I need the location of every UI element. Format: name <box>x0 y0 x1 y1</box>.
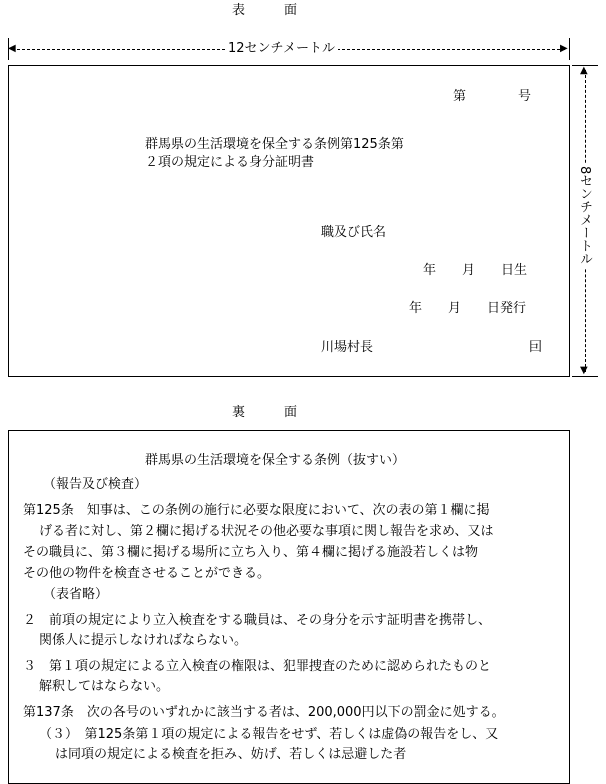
number-line: 第 号 <box>453 89 532 104</box>
arrow-down-icon: ▼ <box>580 365 588 376</box>
name-label: 職及び氏名 <box>321 225 387 240</box>
mayor-label: 川場村長 <box>321 340 374 355</box>
arrow-right-icon: ▶ <box>560 43 568 54</box>
certificate-title-line2: ２項の規定による身分証明書 <box>145 155 315 170</box>
certificate-title-line1: 群馬県の生活環境を保全する条例第125条第 <box>145 137 404 152</box>
paragraph-3-line2: 解釈してはならない。 <box>39 679 170 694</box>
article-125-line3: その職員に、第３欄に掲げる場所に立ち入り、第４欄に掲げる施設若しくは物 <box>23 545 479 560</box>
birth-date-line: 年 月 日生 <box>423 263 528 278</box>
article-125-line4: その他の物件を検査させることができる。 <box>23 566 271 581</box>
article-125-line1: 第125条 知事は、この条例の施行に必要な限度において、次の表の第１欄に掲 <box>23 503 490 518</box>
height-dim-bottom-tick <box>572 376 598 377</box>
paragraph-2-line2: 関係人に提示しなければならない。 <box>39 633 248 648</box>
front-heading: 表 面 <box>232 3 298 18</box>
article-125-line2: げる者に対し、第２欄に掲げる状況その他必要な事項に関し報告を求め、又は <box>39 524 494 539</box>
table-omitted-note: （表省略） <box>43 587 109 602</box>
front-card <box>8 65 570 377</box>
back-card <box>8 430 570 784</box>
height-dim-label: 8センチメートル <box>578 163 591 268</box>
issue-date-line: 年 月 日発行 <box>409 301 527 316</box>
width-dim-right-tick <box>569 38 570 60</box>
back-title: 群馬県の生活環境を保全する条例（抜すい） <box>145 453 406 468</box>
paragraph-2-line1: ２ 前項の規定により立入検査をする職員は、その身分を示す証明書を携帯し、 <box>23 613 492 628</box>
arrow-up-icon: ▲ <box>580 65 588 76</box>
item-3-line2: は同項の規定による検査を拒み、妨げ、若しくは忌避した者 <box>55 747 407 762</box>
back-heading: 裏 面 <box>232 405 298 420</box>
seal-mark: 囙 <box>529 340 543 355</box>
paragraph-3-line1: ３ 第１項の規定による立入検査の権限は、犯罪捜査のために認められたものと <box>23 659 492 674</box>
article-137: 第137条 次の各号のいずれかに該当する者は、200,000円以下の罰金に処する。 <box>23 705 505 720</box>
arrow-left-icon: ◀ <box>8 43 16 54</box>
item-3-line1: （３） 第125条第１項の規定による報告をせず、若しくは虚偽の報告をし、又 <box>39 727 499 742</box>
section-heading-report: （報告及び検査） <box>43 477 148 492</box>
width-dim-label: 12センチメートル <box>225 42 338 55</box>
